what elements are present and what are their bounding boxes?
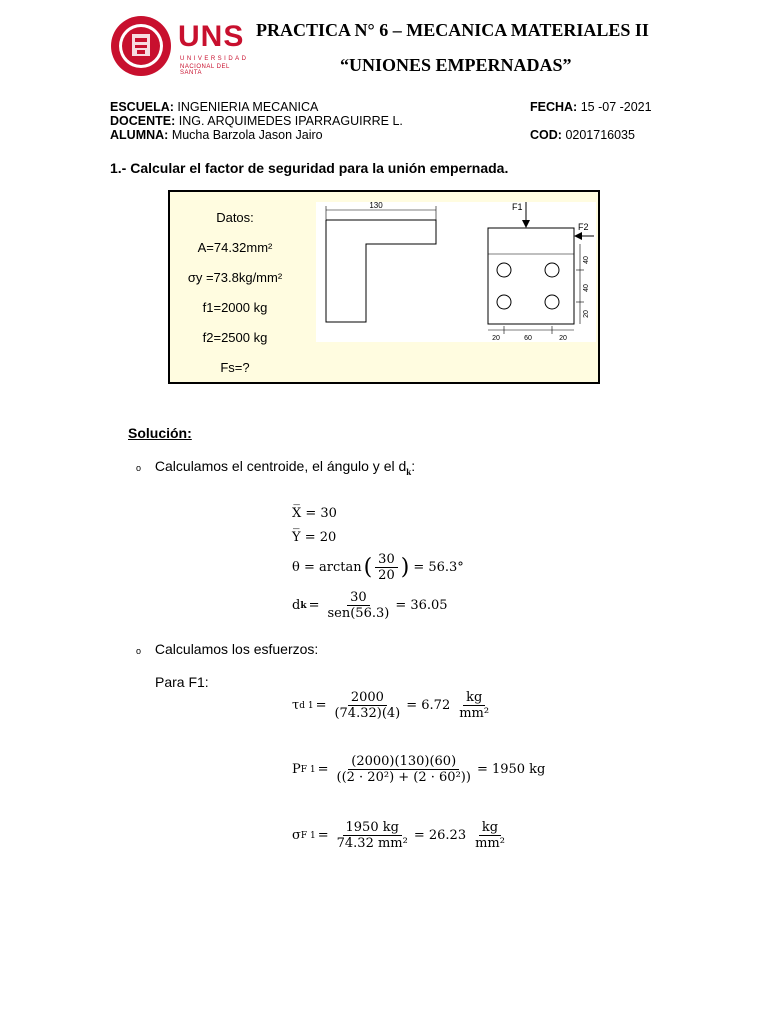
meta-escuela [110,100,318,114]
university-seal-icon [108,14,174,78]
datos-f1: f1=2000 kg [202,300,268,315]
eq-dk-num: 30 [347,590,370,606]
eq-theta: θ = arctan ( $\frac{30}{20}$ ) = 56.3° [292,552,464,583]
eq-p-rhs: = 1950 kg [476,762,546,777]
meta-docente [110,114,403,128]
dim-top: 130 [369,202,383,210]
eq-theta-rhs: = 56.3° [413,560,464,575]
eq-sigma: σ F 1 = $\frac{1950 kg}{\text{74.32 mm²}}$ = 26.23 $\frac{kg}{\text{mm²}}$ [292,820,511,851]
logo-brand: UNS [178,20,245,53]
eq-tau-sub: d 1 [299,700,314,711]
cod-value: 0201716035 [565,128,635,142]
logo-sub2: NACIONAL DEL SANTA [180,64,230,76]
eq-tau-den: (74.32)(4) [334,706,401,721]
datos-area: A=74.32mm² [197,240,273,255]
eq-sigma-sub: F 1 [300,830,316,841]
eq-sigma-unit-den: mm² [475,836,505,851]
eq-p-sub: F 1 [300,764,316,775]
datos-sigma: σy =73.8kg/mm² [187,270,283,285]
eq-centroid-x: X̅ = 30 [292,506,337,521]
dim-bottom-1: 20 [492,335,500,342]
dim-right-1: 40 [583,256,590,264]
escuela-label: ESCUELA: [110,100,174,114]
dim-right-2: 40 [583,284,590,292]
logo-sub1: UNIVERSIDAD [180,56,249,62]
eq-dk-lhs: d [292,598,301,613]
university-logo [108,14,248,78]
eq-tau-num: 2000 [348,690,387,706]
fecha-label: FECHA: [530,100,578,114]
datos-title: Datos: [216,210,254,225]
solution-heading: Solución: [128,425,192,441]
datos-fs: Fs=? [220,360,250,375]
eq-theta-den: 20 [378,568,395,583]
dim-bottom-3: 20 [559,335,567,342]
bracket-drawing [316,202,596,342]
eq-sigma-val: = 26.23 [413,828,467,843]
problem-statement: 1.- Calcular el factor de seguridad para la unión empernada. [110,160,509,176]
eq-tau-unit-den: mm² [459,706,490,721]
eq-sigma-num: 1950 kg [343,820,402,836]
eq-tau: τ d 1 = $\frac{2000}{(74.32)(4)}$ = 6.72 $\frac{kg}{\text{mm²}}$ [292,690,495,721]
eq-p: P F 1 = $\frac{(2000)(130)(60)}{\text{((2 · 20²) + (2 · 60²))}}$ = 1950 kg [292,754,546,785]
problem-figure [168,190,600,384]
eq-dk-den: sen(56.3) [327,606,390,621]
meta-fecha [530,100,652,114]
page-title: PRACTICA N° 6 – MECANICA MATERIALES II [256,20,649,40]
alumna-value: Mucha Barzola Jason Jairo [171,128,323,142]
bullet-centroide [136,458,415,477]
datos-f2: f2=2500 kg [202,330,268,345]
eq-centroid-y: Y̅ = 20 [292,530,337,545]
eq-p-den: ((2 · 20²) + (2 · 60²)) [336,770,471,785]
eq-dk-sub: k [300,600,307,611]
bullet-centroide-sub: k [406,467,412,477]
bullet-esfuerzos [136,641,318,657]
eq-tau-val: = 6.72 [406,698,451,713]
eq-sigma-den: 74.32 mm² [336,836,408,851]
label-f1: F1 [512,202,523,212]
docente-value: ING. ARQUIMEDES IPARRAGUIRRE L. [178,114,403,128]
eq-tau-lhs: τ [292,698,300,713]
bullet-centroide-end: : [411,458,416,474]
eq-theta-lhs: θ = arctan [292,560,362,575]
dim-bottom-2: 60 [524,335,532,342]
page-subtitle: “UNIONES EMPERNADAS” [340,55,572,75]
cod-label: COD: [530,128,562,142]
para-f1-label: Para F1: [155,674,209,690]
eq-tau-unit-num: kg [463,690,485,706]
bullet-centroide-text: Calculamos el centroide, el ángulo y el d [154,458,407,474]
datos-panel [170,192,300,382]
fecha-value: 15 -07 -2021 [580,100,652,114]
docente-label: DOCENTE: [110,114,176,128]
label-f2: F2 [578,222,589,232]
alumna-label: ALUMNA: [110,128,169,142]
bullet-esfuerzos-text: Calculamos los esfuerzos: [154,641,319,657]
eq-dk: d k = $\frac{30}{\text{sen(56.3)}}$ = 36.05 [292,590,448,621]
eq-p-lhs: P [292,762,301,777]
escuela-value: INGENIERIA MECANICA [177,100,319,114]
bullet-marker-1: o [136,463,142,473]
eq-dk-rhs: = 36.05 [395,598,448,613]
bullet-marker-2: o [136,646,142,656]
eq-sigma-lhs: σ [292,828,301,843]
meta-alumna [110,128,323,142]
eq-theta-num: 30 [375,552,398,568]
dim-right-3: 20 [583,310,590,318]
eq-p-num: (2000)(130)(60) [348,754,459,770]
meta-cod [530,128,635,142]
eq-sigma-unit-num: kg [479,820,501,836]
